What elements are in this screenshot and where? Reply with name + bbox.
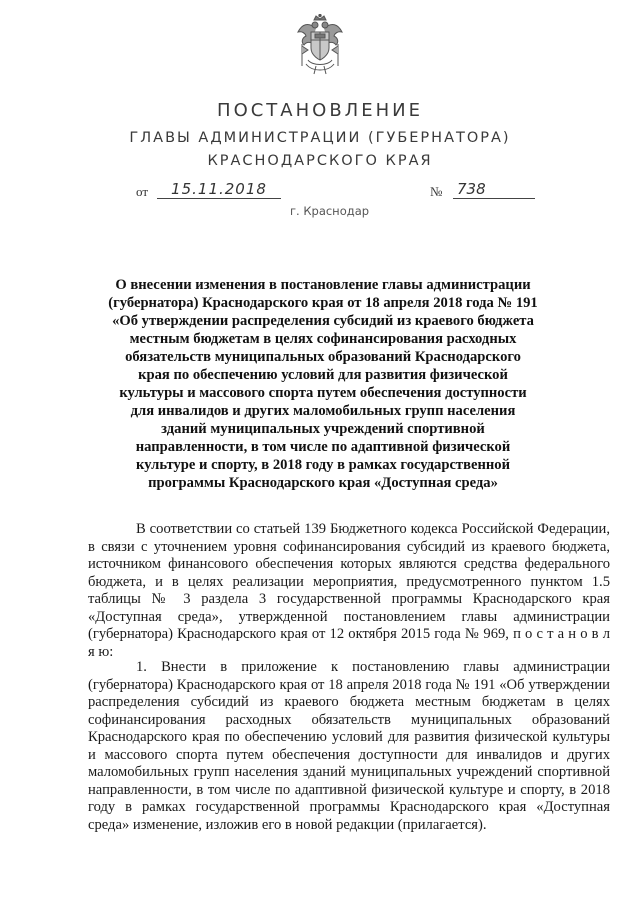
document-type-title: ПОСТАНОВЛЕНИЕ: [217, 100, 423, 121]
date-number-row: [0, 182, 640, 206]
issuer-line-2: КРАСНОДАРСКОГО КРАЯ: [207, 153, 433, 169]
document-subject-title: О внесении изменения в постановление главы администрации (губернатора) Краснодарского края от 18 апреля 2018 года № 191 «Об утверждении распределения субсидий из краевого бюджета местным бюджетам в целях софинансирования расходных обязательств муниципальных образований Краснодарского края по обеспечению условий для развития физической культуры и массового спорта путем обеспечения доступности для инвалидов и других маломобильных групп населения зданий муниципальных учреждений спортивной направленности, в том числе по адаптивной физической культуре и спорту, в 2018 году в рамках государственной программы Краснодарского края «Доступная среда»: [108, 277, 538, 491]
document-date: 15.11.2018: [157, 180, 281, 199]
clause-1-paragraph: 1. Внести в приложение к постановлению главы администрации (губернатора) Краснодарского края от 18 апреля 2018 года № 191 «Об утверждении распределения субсидий из краевого бюджета местным бюджетам в целях софинансирования расходных обязательств муниципальных образований Краснодарского края по обеспечению условий для развития физической культуры и массового спорта путем обеспечения доступности для инвалидов и других маломобильных групп населения зданий муниципальных учреждений спортивной направленности, в том числе по адаптивной физической культуре и спорту, в 2018 году в рамках государственной программы Краснодарского края «Доступная среда» изменение, изложив его в новой редакции (прилагается).: [88, 659, 610, 833]
date-label: от: [136, 184, 149, 199]
number-label: №: [430, 184, 443, 199]
preamble-paragraph: В соответствии со статьей 139 Бюджетного кодекса Российской Федерации, в связи с уточнением уровня софинансирования субсидий из краевого бюджета, источником финансового обеспечения которых являются средства федерального бюджета, и в целях реализации мероприятия, предусмотренного пунктом 1.5 таблицы № 3 раздела 3 государственной программы Краснодарского края «Доступная среда», утвержденной постановлением главы администрации (губернатора) Краснодарского края от 12 октября 2015 года № 969, п о с т а н о в л я ю:: [88, 521, 610, 660]
issuer-line-1: ГЛАВЫ АДМИНИСТРАЦИИ (ГУБЕРНАТОРА): [129, 130, 511, 146]
city-label: г. Краснодар: [290, 204, 370, 218]
document-number: 738: [453, 180, 535, 199]
coat-of-arms-icon: [296, 14, 344, 76]
